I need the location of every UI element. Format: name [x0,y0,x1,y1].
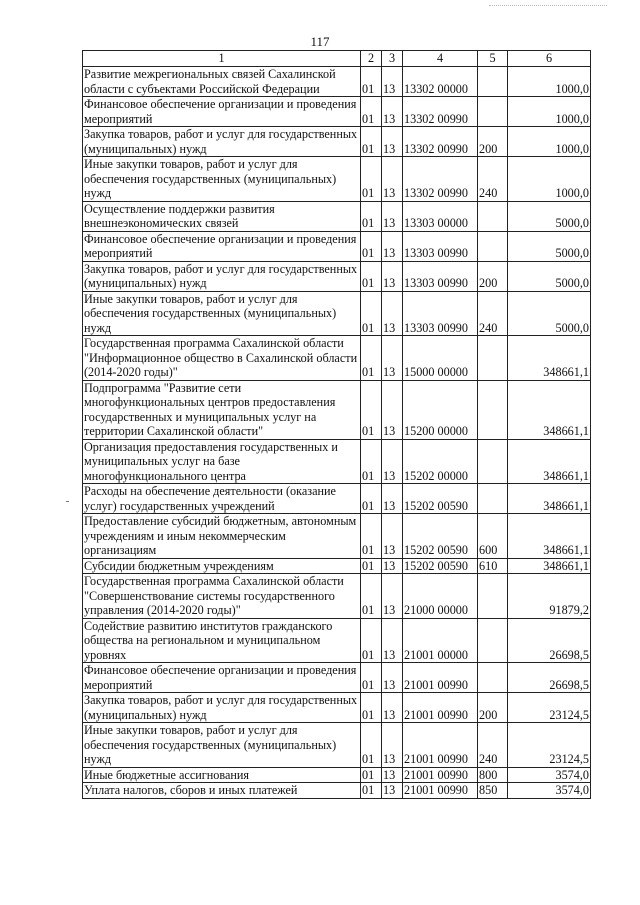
table-row [83,157,591,202]
target-article-cell: 15000 00000 [403,336,478,381]
expense-name-cell: Финансовое обеспечение организации и проведения мероприятий [83,97,361,127]
expense-name-cell: Закупка товаров, работ и услуг для государственных (муниципальных) нужд [83,693,361,723]
expense-name-cell: Содействие развитию институтов гражданского общества на региональном и муниципальном уровнях [83,618,361,663]
amount-cell: 5000,0 [508,201,591,231]
section-code-cell: 01 [361,618,382,663]
amount-cell: 348661,1 [508,484,591,514]
expense-type-cell: 610 [478,558,508,574]
section-code-cell: 01 [361,574,382,619]
expense-type-cell [478,231,508,261]
expense-name-cell: Субсидии бюджетным учреждениям [83,558,361,574]
expense-type-cell: 240 [478,291,508,336]
amount-cell: 1000,0 [508,127,591,157]
subsection-code-cell: 13 [382,574,403,619]
expense-type-cell [478,336,508,381]
table-row [83,514,591,559]
scan-margin-mark [66,501,69,502]
expense-type-cell: 600 [478,514,508,559]
column-header: 3 [382,51,403,67]
section-code-cell: 01 [361,783,382,799]
subsection-code-cell: 13 [382,693,403,723]
subsection-code-cell: 13 [382,783,403,799]
amount-cell: 1000,0 [508,157,591,202]
expense-name-cell: Иные закупки товаров, работ и услуг для обеспечения государственных (муниципальных) нужд [83,723,361,768]
scan-edge-mark [489,5,607,6]
target-article-cell: 15202 00590 [403,514,478,559]
target-article-cell: 13303 00990 [403,261,478,291]
section-code-cell: 01 [361,261,382,291]
section-code-cell: 01 [361,201,382,231]
section-code-cell: 01 [361,231,382,261]
expense-type-cell: 800 [478,767,508,783]
target-article-cell: 13302 00000 [403,67,478,97]
expense-type-cell [478,484,508,514]
subsection-code-cell: 13 [382,231,403,261]
amount-cell: 5000,0 [508,231,591,261]
target-article-cell: 13303 00990 [403,231,478,261]
subsection-code-cell: 13 [382,663,403,693]
page-number: 117 [310,34,330,49]
subsection-code-cell: 13 [382,439,403,484]
expense-name-cell: Иные бюджетные ассигнования [83,767,361,783]
table-row [83,618,591,663]
amount-cell: 348661,1 [508,558,591,574]
table-row [83,693,591,723]
expense-type-cell [478,67,508,97]
table-row [83,723,591,768]
expense-name-cell: Финансовое обеспечение организации и проведения мероприятий [83,663,361,693]
expense-name-cell: Расходы на обеспечение деятельности (оказание услуг) государственных учреждений [83,484,361,514]
target-article-cell: 15202 00590 [403,484,478,514]
expense-type-cell: 240 [478,157,508,202]
expense-type-cell [478,380,508,439]
expense-name-cell: Закупка товаров, работ и услуг для государственных (муниципальных) нужд [83,261,361,291]
table-row [83,201,591,231]
table-row [83,380,591,439]
amount-cell: 3574,0 [508,767,591,783]
table-row [83,231,591,261]
column-header: 1 [83,51,361,67]
target-article-cell: 15202 00000 [403,439,478,484]
amount-cell: 91879,2 [508,574,591,619]
section-code-cell: 01 [361,514,382,559]
amount-cell: 1000,0 [508,97,591,127]
target-article-cell: 13303 00990 [403,291,478,336]
section-code-cell: 01 [361,439,382,484]
subsection-code-cell: 13 [382,67,403,97]
table-row [83,574,591,619]
section-code-cell: 01 [361,767,382,783]
target-article-cell: 21000 00000 [403,574,478,619]
amount-cell: 23124,5 [508,723,591,768]
expense-name-cell: Иные закупки товаров, работ и услуг для обеспечения государственных (муниципальных) нужд [83,291,361,336]
expense-name-cell: Предоставление субсидий бюджетным, автономным учреждениям и иным некоммерческим организациям [83,514,361,559]
section-code-cell: 01 [361,380,382,439]
expense-type-cell: 850 [478,783,508,799]
section-code-cell: 01 [361,157,382,202]
section-code-cell: 01 [361,693,382,723]
column-header: 2 [361,51,382,67]
target-article-cell: 13302 00990 [403,127,478,157]
column-header: 6 [508,51,591,67]
table-row [83,261,591,291]
amount-cell: 348661,1 [508,336,591,381]
table-row [83,336,591,381]
subsection-code-cell: 13 [382,514,403,559]
header-row [83,51,591,67]
section-code-cell: 01 [361,663,382,693]
expense-type-cell [478,97,508,127]
expense-name-cell: Закупка товаров, работ и услуг для государственных (муниципальных) нужд [83,127,361,157]
column-header: 4 [403,51,478,67]
expense-type-cell: 240 [478,723,508,768]
table-row [83,97,591,127]
budget-table [82,50,591,799]
amount-cell: 5000,0 [508,261,591,291]
target-article-cell: 21001 00000 [403,618,478,663]
section-code-cell: 01 [361,67,382,97]
subsection-code-cell: 13 [382,127,403,157]
target-article-cell: 13302 00990 [403,157,478,202]
target-article-cell: 21001 00990 [403,783,478,799]
expense-type-cell [478,201,508,231]
subsection-code-cell: 13 [382,97,403,127]
subsection-code-cell: 13 [382,157,403,202]
target-article-cell: 21001 00990 [403,693,478,723]
table-row [83,558,591,574]
subsection-code-cell: 13 [382,291,403,336]
amount-cell: 348661,1 [508,439,591,484]
target-article-cell: 21001 00990 [403,767,478,783]
amount-cell: 3574,0 [508,783,591,799]
amount-cell: 26698,5 [508,663,591,693]
target-article-cell: 15202 00590 [403,558,478,574]
table-row [83,67,591,97]
subsection-code-cell: 13 [382,261,403,291]
section-code-cell: 01 [361,97,382,127]
expense-name-cell: Государственная программа Сахалинской области "Совершенствование системы государственного управления (2014-2020 годы)" [83,574,361,619]
table-row [83,439,591,484]
expense-type-cell: 200 [478,693,508,723]
table-header [83,51,591,67]
section-code-cell: 01 [361,558,382,574]
expense-type-cell: 200 [478,127,508,157]
table-row [83,663,591,693]
target-article-cell: 21001 00990 [403,723,478,768]
expense-name-cell: Государственная программа Сахалинской области "Информационное общество в Сахалинской области (2014-2020 годы)" [83,336,361,381]
expense-type-cell [478,574,508,619]
target-article-cell: 13303 00000 [403,201,478,231]
section-code-cell: 01 [361,484,382,514]
amount-cell: 23124,5 [508,693,591,723]
table-row [83,127,591,157]
subsection-code-cell: 13 [382,618,403,663]
expense-type-cell [478,618,508,663]
table-row [83,783,591,799]
column-header: 5 [478,51,508,67]
expense-type-cell [478,439,508,484]
expense-type-cell [478,663,508,693]
subsection-code-cell: 13 [382,767,403,783]
subsection-code-cell: 13 [382,336,403,381]
expense-name-cell: Финансовое обеспечение организации и проведения мероприятий [83,231,361,261]
amount-cell: 348661,1 [508,380,591,439]
expense-name-cell: Развитие межрегиональных связей Сахалинской области с субъектами Российской Федерации [83,67,361,97]
target-article-cell: 21001 00990 [403,663,478,693]
subsection-code-cell: 13 [382,558,403,574]
amount-cell: 5000,0 [508,291,591,336]
section-code-cell: 01 [361,336,382,381]
subsection-code-cell: 13 [382,484,403,514]
subsection-code-cell: 13 [382,380,403,439]
expense-name-cell: Уплата налогов, сборов и иных платежей [83,783,361,799]
amount-cell: 348661,1 [508,514,591,559]
amount-cell: 26698,5 [508,618,591,663]
subsection-code-cell: 13 [382,723,403,768]
expense-type-cell: 200 [478,261,508,291]
table-row [83,767,591,783]
table-row [83,484,591,514]
target-article-cell: 15200 00000 [403,380,478,439]
table-body [83,67,591,799]
table-row [83,291,591,336]
amount-cell: 1000,0 [508,67,591,97]
section-code-cell: 01 [361,723,382,768]
expense-name-cell: Подпрограмма "Развитие сети многофункциональных центров предоставления государственных и муниципальных услуг на территории Сахалинской области" [83,380,361,439]
section-code-cell: 01 [361,291,382,336]
target-article-cell: 13302 00990 [403,97,478,127]
expense-name-cell: Иные закупки товаров, работ и услуг для обеспечения государственных (муниципальных) нужд [83,157,361,202]
section-code-cell: 01 [361,127,382,157]
expense-name-cell: Организация предоставления государственных и муниципальных услуг на базе многофункционального центра [83,439,361,484]
expense-name-cell: Осуществление поддержки развития внешнеэкономических связей [83,201,361,231]
subsection-code-cell: 13 [382,201,403,231]
